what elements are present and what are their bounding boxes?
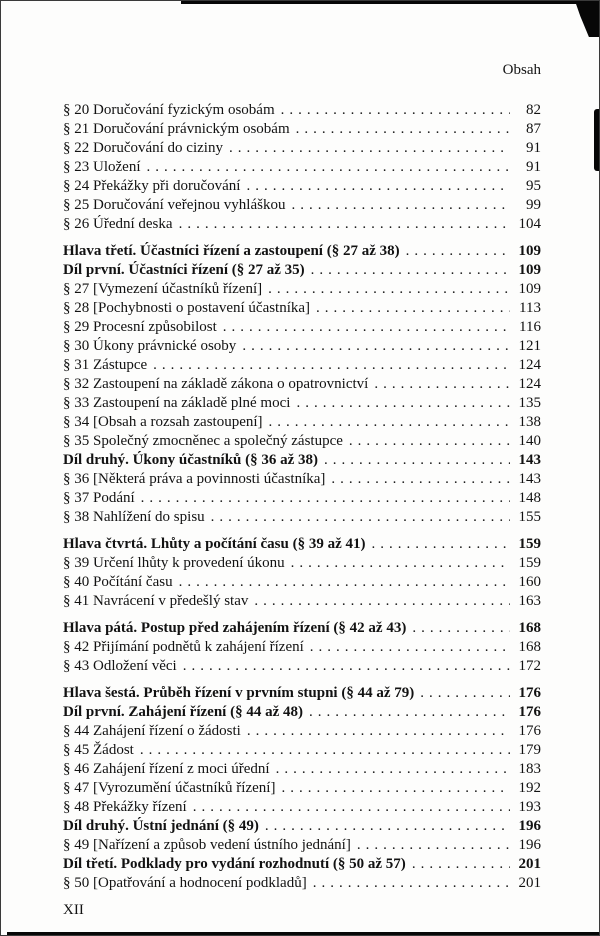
toc-entry-label: § 50 [Opatřování a hodnocení podkladů] (63, 875, 307, 891)
toc-entry (63, 139, 541, 158)
dot-leader (374, 375, 510, 394)
toc-entry-label: § 24 Překážky při doručování (63, 178, 241, 194)
toc-entry-label: Díl první. Zahájení řízení (§ 44 až 48) (63, 704, 303, 720)
page-content (63, 1, 541, 901)
dot-leader (412, 619, 510, 638)
toc-group (63, 619, 541, 676)
toc-entry-page: 163 (518, 593, 541, 609)
toc-group (63, 535, 541, 611)
dot-leader (313, 874, 510, 893)
toc-entry (63, 318, 541, 337)
dot-leader (324, 451, 510, 470)
toc-entry-page: 91 (526, 140, 541, 156)
dot-leader (193, 798, 510, 817)
toc-entry-label: § 31 Zástupce (63, 357, 148, 373)
toc-entry-label: § 26 Úřední deska (63, 216, 173, 232)
toc-entry-label: Díl první. Účastníci řízení (§ 27 až 35) (63, 262, 305, 278)
dot-leader (281, 779, 510, 798)
dot-leader (254, 592, 510, 611)
toc-entry-page: 172 (518, 658, 541, 674)
toc-entry-page: 143 (518, 452, 541, 468)
toc-entry-page: 140 (518, 433, 541, 449)
toc-entry (63, 394, 541, 413)
toc-entry (63, 779, 541, 798)
dot-leader (406, 242, 510, 261)
toc-entry (63, 874, 541, 893)
toc-entry-page: 196 (518, 818, 541, 834)
dot-leader (140, 741, 510, 760)
toc-entry-page: 160 (518, 574, 541, 590)
dot-leader (281, 101, 510, 120)
dot-leader (146, 158, 510, 177)
toc-entry-page: 148 (518, 490, 541, 506)
toc-entry-page: 196 (518, 837, 541, 853)
toc-group (63, 684, 541, 893)
dot-leader (276, 760, 510, 779)
toc-heading-entry (63, 451, 541, 470)
toc-entry-label: § 47 [Vyrozumění účastníků řízení] (63, 780, 276, 796)
toc-heading-entry (63, 703, 541, 722)
toc-entry (63, 836, 541, 855)
dot-leader (309, 703, 510, 722)
dot-leader (179, 573, 510, 592)
toc-entry-label: § 36 [Některá práva a povinnosti účastníka] (63, 471, 326, 487)
toc-entry-label: § 28 [Pochybnosti o postavení účastníka] (63, 300, 311, 316)
dot-leader (316, 299, 510, 318)
toc-entry-label: § 32 Zastoupení na základě zákona o opatrovnictví (63, 376, 369, 392)
toc-entry-page: 109 (518, 262, 541, 278)
toc-heading-entry (63, 261, 541, 280)
toc-entry-label: Hlava pátá. Postup před zahájením řízení (§ 42 až 43) (63, 620, 407, 636)
dot-leader (349, 432, 510, 451)
toc-entry-label: § 48 Překážky řízení (63, 799, 187, 815)
toc-entry-page: 201 (518, 856, 541, 872)
toc-entry (63, 573, 541, 592)
toc-entry (63, 554, 541, 573)
toc-entry (63, 413, 541, 432)
toc-heading-entry (63, 619, 541, 638)
dot-leader (296, 394, 510, 413)
toc-entry-page: 113 (519, 300, 541, 316)
toc-entry-page: 121 (518, 338, 541, 354)
toc-entry-label: § 49 [Nařízení a způsob vedení ústního jednání] (63, 837, 351, 853)
toc-entry-label: § 23 Uložení (63, 159, 141, 175)
dot-leader (291, 196, 510, 215)
dot-leader (311, 261, 510, 280)
toc-heading-entry (63, 242, 541, 261)
toc-entry-label: § 39 Určení lhůty k provedení úkonu (63, 555, 285, 571)
toc-entry-page: 109 (518, 281, 541, 297)
toc-list (63, 101, 541, 893)
toc-entry-label: Hlava šestá. Průběh řízení v prvním stupni (§ 44 až 79) (63, 685, 415, 701)
page-number: XII (63, 902, 84, 918)
scan-artifact (575, 1, 599, 37)
scan-artifact (594, 109, 599, 171)
toc-entry-label: § 30 Úkony právnické osoby (63, 338, 237, 354)
page-footer (63, 901, 84, 920)
toc-entry-label: § 25 Doručování veřejnou vyhláškou (63, 197, 286, 213)
toc-entry-page: 82 (526, 102, 541, 118)
dot-leader (269, 413, 510, 432)
dot-leader (310, 638, 510, 657)
dot-leader (420, 684, 510, 703)
toc-entry-page: 176 (518, 723, 541, 739)
toc-entry-page: 124 (518, 357, 541, 373)
toc-entry-label: Díl druhý. Ústní jednání (§ 49) (63, 818, 259, 834)
toc-entry (63, 280, 541, 299)
toc-entry-page: 116 (519, 319, 541, 335)
toc-entry-page: 168 (518, 620, 541, 636)
dot-leader (223, 318, 510, 337)
dot-leader (179, 215, 510, 234)
toc-entry (63, 299, 541, 318)
dot-leader (141, 489, 510, 508)
toc-entry-page: 143 (518, 471, 541, 487)
toc-entry (63, 508, 541, 527)
dot-leader (296, 120, 510, 139)
dot-leader (291, 554, 510, 573)
toc-entry-label: § 44 Zahájení řízení o žádosti (63, 723, 241, 739)
toc-entry-label: § 35 Společný zmocněnec a společný zástupce (63, 433, 343, 449)
scan-artifact (7, 932, 599, 935)
toc-entry (63, 592, 541, 611)
dot-leader (331, 470, 510, 489)
dot-leader (247, 722, 510, 741)
dot-leader (246, 177, 510, 196)
toc-entry-label: § 41 Navrácení v předešlý stav (63, 593, 249, 609)
toc-entry (63, 158, 541, 177)
toc-entry-page: 193 (518, 799, 541, 815)
toc-heading-entry (63, 535, 541, 554)
page-header (63, 61, 541, 80)
toc-entry-label: § 20 Doručování fyzickým osobám (63, 102, 275, 118)
toc-entry-page: 183 (518, 761, 541, 777)
toc-entry-label: § 33 Zastoupení na základě plné moci (63, 395, 291, 411)
dot-leader (265, 817, 510, 836)
toc-entry-page: 176 (518, 704, 541, 720)
dot-leader (211, 508, 510, 527)
toc-entry-page: 138 (518, 414, 541, 430)
toc-heading-entry (63, 855, 541, 874)
toc-entry (63, 798, 541, 817)
toc-entry (63, 638, 541, 657)
toc-entry-page: 155 (518, 509, 541, 525)
toc-entry-label: § 29 Procesní způsobilost (63, 319, 217, 335)
toc-entry-page: 179 (518, 742, 541, 758)
toc-entry-page: 109 (518, 243, 541, 259)
toc-entry-page: 201 (518, 875, 541, 891)
dot-leader (357, 836, 510, 855)
toc-entry-page: 104 (518, 216, 541, 232)
toc-entry (63, 356, 541, 375)
toc-entry (63, 375, 541, 394)
dot-leader (371, 535, 510, 554)
toc-entry-page: 135 (518, 395, 541, 411)
toc-entry-label: Hlava třetí. Účastníci řízení a zastoupení (§ 27 až 38) (63, 243, 400, 259)
toc-entry (63, 470, 541, 489)
toc-heading-entry (63, 817, 541, 836)
toc-entry-label: § 46 Zahájení řízení z moci úřední (63, 761, 270, 777)
toc-entry-label: Hlava čtvrtá. Lhůty a počítání času (§ 39 až 41) (63, 536, 366, 552)
dot-leader (229, 139, 510, 158)
toc-entry-page: 192 (518, 780, 541, 796)
toc-entry-page: 168 (518, 639, 541, 655)
toc-entry-page: 95 (526, 178, 541, 194)
toc-entry (63, 101, 541, 120)
dot-leader (183, 657, 510, 676)
running-header-title: Obsah (502, 62, 541, 78)
dot-leader (268, 280, 510, 299)
toc-entry-label: Díl třetí. Podklady pro vydání rozhodnutí (§ 50 až 57) (63, 856, 406, 872)
toc-entry-label: § 38 Nahlížení do spisu (63, 509, 205, 525)
toc-entry-page: 159 (518, 536, 541, 552)
toc-entry-page: 159 (518, 555, 541, 571)
toc-entry-page: 87 (526, 121, 541, 137)
toc-entry-page: 91 (526, 159, 541, 175)
toc-entry (63, 215, 541, 234)
toc-entry-page: 176 (518, 685, 541, 701)
dot-leader (242, 337, 510, 356)
toc-entry-label: § 40 Počítání času (63, 574, 173, 590)
toc-entry-label: § 22 Doručování do ciziny (63, 140, 223, 156)
toc-entry-page: 99 (526, 197, 541, 213)
toc-entry (63, 337, 541, 356)
toc-entry-label: § 34 [Obsah a rozsah zastoupení] (63, 414, 263, 430)
toc-group (63, 101, 541, 234)
toc-entry (63, 657, 541, 676)
toc-entry-label: Díl druhý. Úkony účastníků (§ 36 až 38) (63, 452, 319, 468)
dot-leader (412, 855, 510, 874)
toc-entry (63, 177, 541, 196)
toc-entry-label: § 45 Žádost (63, 742, 134, 758)
toc-entry (63, 120, 541, 139)
toc-entry (63, 196, 541, 215)
toc-entry-page: 124 (518, 376, 541, 392)
toc-entry-label: § 43 Odložení věci (63, 658, 177, 674)
toc-entry-label: § 27 [Vymezení účastníků řízení] (63, 281, 263, 297)
toc-entry-label: § 21 Doručování právnickým osobám (63, 121, 290, 137)
dot-leader (153, 356, 510, 375)
toc-group (63, 242, 541, 527)
toc-entry (63, 722, 541, 741)
toc-entry-label: § 37 Podání (63, 490, 135, 506)
toc-entry (63, 432, 541, 451)
toc-entry (63, 760, 541, 779)
toc-entry-label: § 42 Přijímání podnětů k zahájení řízení (63, 639, 304, 655)
toc-entry (63, 741, 541, 760)
toc-heading-entry (63, 684, 541, 703)
toc-entry (63, 489, 541, 508)
